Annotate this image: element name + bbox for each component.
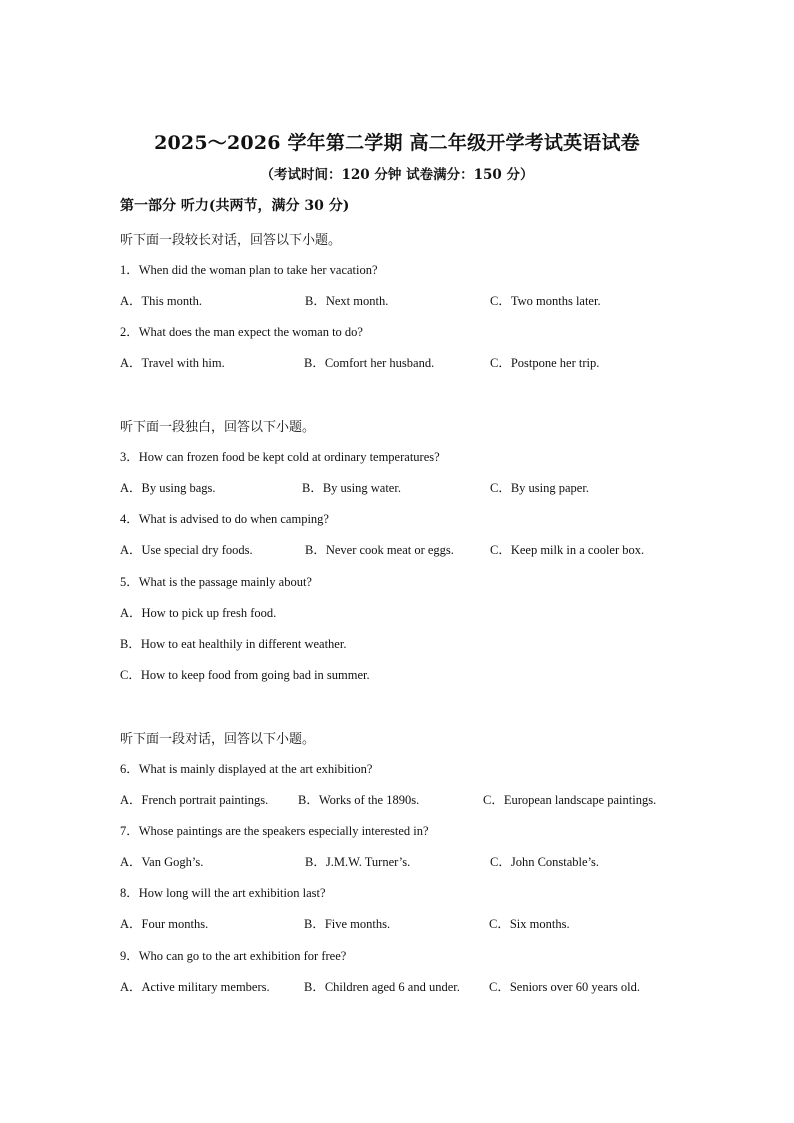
question-6-option-a: A．French portrait paintings. xyxy=(120,793,269,807)
question-1-option-b: B．Next month. xyxy=(305,294,389,308)
question-5-option-a: A．How to pick up fresh food. xyxy=(120,606,277,620)
question-7-option-a: A．Van Gogh’s. xyxy=(120,855,204,869)
question-2-option-c: C．Postpone her trip. xyxy=(490,356,600,370)
question-9-option-c: C．Seniors over 60 years old. xyxy=(489,980,641,994)
question-4-option-a: A．Use special dry foods. xyxy=(120,543,253,557)
question-9-stem: 9．Who can go to the art exhibition for free? xyxy=(120,949,347,963)
exam-title: 2025～2026 学年第二学期 高二年级开学考试英语试卷 xyxy=(154,132,640,154)
question-2-option-a: A．Travel with him. xyxy=(120,356,225,370)
question-1-stem: 1．When did the woman plan to take her vacation? xyxy=(120,263,378,277)
section-heading: 第一部分 听力(共两节，满分 30 分) xyxy=(120,198,350,214)
question-5-stem: 5．What is the passage mainly about? xyxy=(120,575,312,589)
question-6-option-c: C．European landscape paintings. xyxy=(483,793,657,807)
question-1-option-c: C．Two months later. xyxy=(490,294,601,308)
question-6-option-b: B．Works of the 1890s. xyxy=(298,793,420,807)
question-8-option-c: C．Six months. xyxy=(489,917,570,931)
question-8-option-a: A．Four months. xyxy=(120,917,209,931)
question-4-stem: 4．What is advised to do when camping? xyxy=(120,512,329,526)
instruction-3: 听下面一段对话，回答以下小题。 xyxy=(120,732,316,747)
instruction-1: 听下面一段较长对话，回答以下小题。 xyxy=(120,233,342,248)
question-3-option-b: B．By using water. xyxy=(302,481,401,495)
question-4-option-b: B．Never cook meat or eggs. xyxy=(305,543,454,557)
instruction-2: 听下面一段独白，回答以下小题。 xyxy=(120,420,316,435)
question-1-option-a: A．This month. xyxy=(120,294,202,308)
question-3-stem: 3．How can frozen food be kept cold at ordinary temperatures? xyxy=(120,450,440,464)
question-3-option-a: A．By using bags. xyxy=(120,481,216,495)
question-8-option-b: B．Five months. xyxy=(304,917,391,931)
question-3-option-c: C．By using paper. xyxy=(490,481,589,495)
question-4-option-c: C．Keep milk in a cooler box. xyxy=(490,543,645,557)
question-2-option-b: B．Comfort her husband. xyxy=(304,356,435,370)
question-7-stem: 7．Whose paintings are the speakers especially interested in? xyxy=(120,824,429,838)
question-6-stem: 6．What is mainly displayed at the art exhibition? xyxy=(120,762,373,776)
question-7-option-c: C．John Constable’s. xyxy=(490,855,600,869)
question-5-option-b: B．How to eat healthily in different weather. xyxy=(120,637,347,651)
question-2-stem: 2．What does the man expect the woman to do? xyxy=(120,325,363,339)
question-9-option-a: A．Active military members. xyxy=(120,980,270,994)
question-9-option-b: B．Children aged 6 and under. xyxy=(304,980,460,994)
question-5-option-c: C．How to keep food from going bad in summer. xyxy=(120,668,370,682)
question-7-option-b: B．J.M.W. Turner’s. xyxy=(305,855,411,869)
question-8-stem: 8．How long will the art exhibition last? xyxy=(120,886,326,900)
exam-subtitle: （考试时间：120 分钟 试卷满分：150 分） xyxy=(260,167,534,183)
